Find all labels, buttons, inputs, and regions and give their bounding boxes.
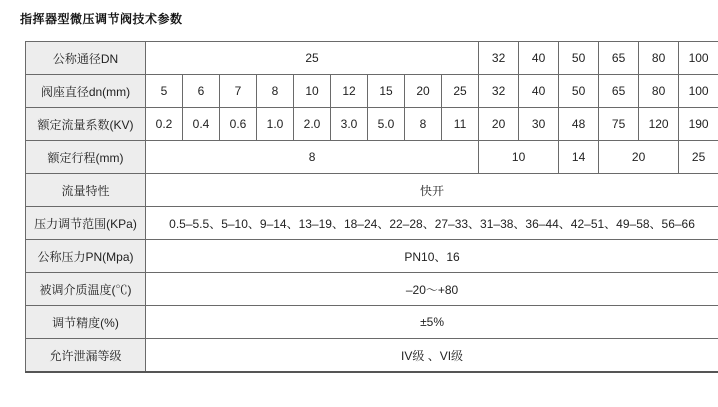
spec-cell: PN10、16: [146, 240, 718, 273]
table-row: [26, 240, 718, 273]
spec-cell: 8: [146, 141, 479, 174]
row-label: 被调介质温度(℃): [26, 273, 146, 306]
spec-cell: 25: [146, 42, 479, 75]
spec-cell: 100: [679, 42, 718, 75]
spec-cell: 快开: [146, 174, 718, 207]
spec-cell: 1.0: [257, 108, 294, 141]
row-label: 额定流量系数(KV): [26, 108, 146, 141]
spec-cell: 190: [679, 108, 718, 141]
spec-cell: 12: [331, 75, 368, 108]
table-row: [26, 141, 718, 174]
spec-cell: 40: [519, 42, 559, 75]
page-title: 指挥器型微压调节阀技术参数: [20, 12, 183, 26]
spec-cell: 3.0: [331, 108, 368, 141]
spec-cell: 6: [183, 75, 220, 108]
row-label: 压力调节范围(KPa): [26, 207, 146, 240]
spec-cell: 25: [442, 75, 479, 108]
table-row: [26, 42, 718, 75]
row-label: 阀座直径dn(mm): [26, 75, 146, 108]
spec-cell: 14: [559, 141, 599, 174]
spec-cell: 48: [559, 108, 599, 141]
row-label: 公称压力PN(Mpa): [26, 240, 146, 273]
spec-cell: 80: [639, 42, 679, 75]
spec-cell: 65: [599, 42, 639, 75]
spec-cell: 8: [257, 75, 294, 108]
row-label: 流量特性: [26, 174, 146, 207]
spec-cell: 11: [442, 108, 479, 141]
spec-cell: 5: [146, 75, 183, 108]
spec-cell: 32: [479, 75, 519, 108]
spec-table-container: [25, 41, 718, 373]
row-label: 公称通径DN: [26, 42, 146, 75]
spec-cell: 32: [479, 42, 519, 75]
table-row: [26, 273, 718, 306]
table-row: [26, 339, 718, 373]
spec-cell: 40: [519, 75, 559, 108]
spec-cell: 75: [599, 108, 639, 141]
spec-cell: 10: [479, 141, 559, 174]
table-row: [26, 306, 718, 339]
table-row: [26, 75, 718, 108]
table-row: [26, 108, 718, 141]
spec-cell: 80: [639, 75, 679, 108]
spec-table-body: [26, 42, 718, 373]
spec-cell: 7: [220, 75, 257, 108]
table-row: [26, 207, 718, 240]
spec-cell: 0.4: [183, 108, 220, 141]
spec-cell: 20: [599, 141, 679, 174]
spec-cell: 25: [679, 141, 718, 174]
spec-cell: 10: [294, 75, 331, 108]
spec-cell: 0.6: [220, 108, 257, 141]
spec-cell: 8: [405, 108, 442, 141]
spec-cell: 5.0: [368, 108, 405, 141]
spec-cell: 50: [559, 42, 599, 75]
table-row: [26, 174, 718, 207]
spec-cell: 65: [599, 75, 639, 108]
spec-cell: 20: [479, 108, 519, 141]
spec-cell: 2.0: [294, 108, 331, 141]
spec-cell: IV级 、VI级: [146, 339, 718, 373]
spec-cell: –20～+80: [146, 273, 718, 306]
row-label: 调节精度(%): [26, 306, 146, 339]
row-label: 允许泄漏等级: [26, 339, 146, 373]
spec-cell: 0.2: [146, 108, 183, 141]
spec-cell: ±5%: [146, 306, 718, 339]
spec-table: [25, 41, 718, 373]
spec-cell: 120: [639, 108, 679, 141]
spec-cell: 50: [559, 75, 599, 108]
spec-cell: 0.5–5.5、5–10、9–14、13–19、18–24、22–28、27–33、31–38、36–44、42–51、49–58、56–66: [146, 207, 718, 240]
spec-cell: 100: [679, 75, 718, 108]
spec-cell: 20: [405, 75, 442, 108]
spec-cell: 15: [368, 75, 405, 108]
spec-cell: 30: [519, 108, 559, 141]
row-label: 额定行程(mm): [26, 141, 146, 174]
